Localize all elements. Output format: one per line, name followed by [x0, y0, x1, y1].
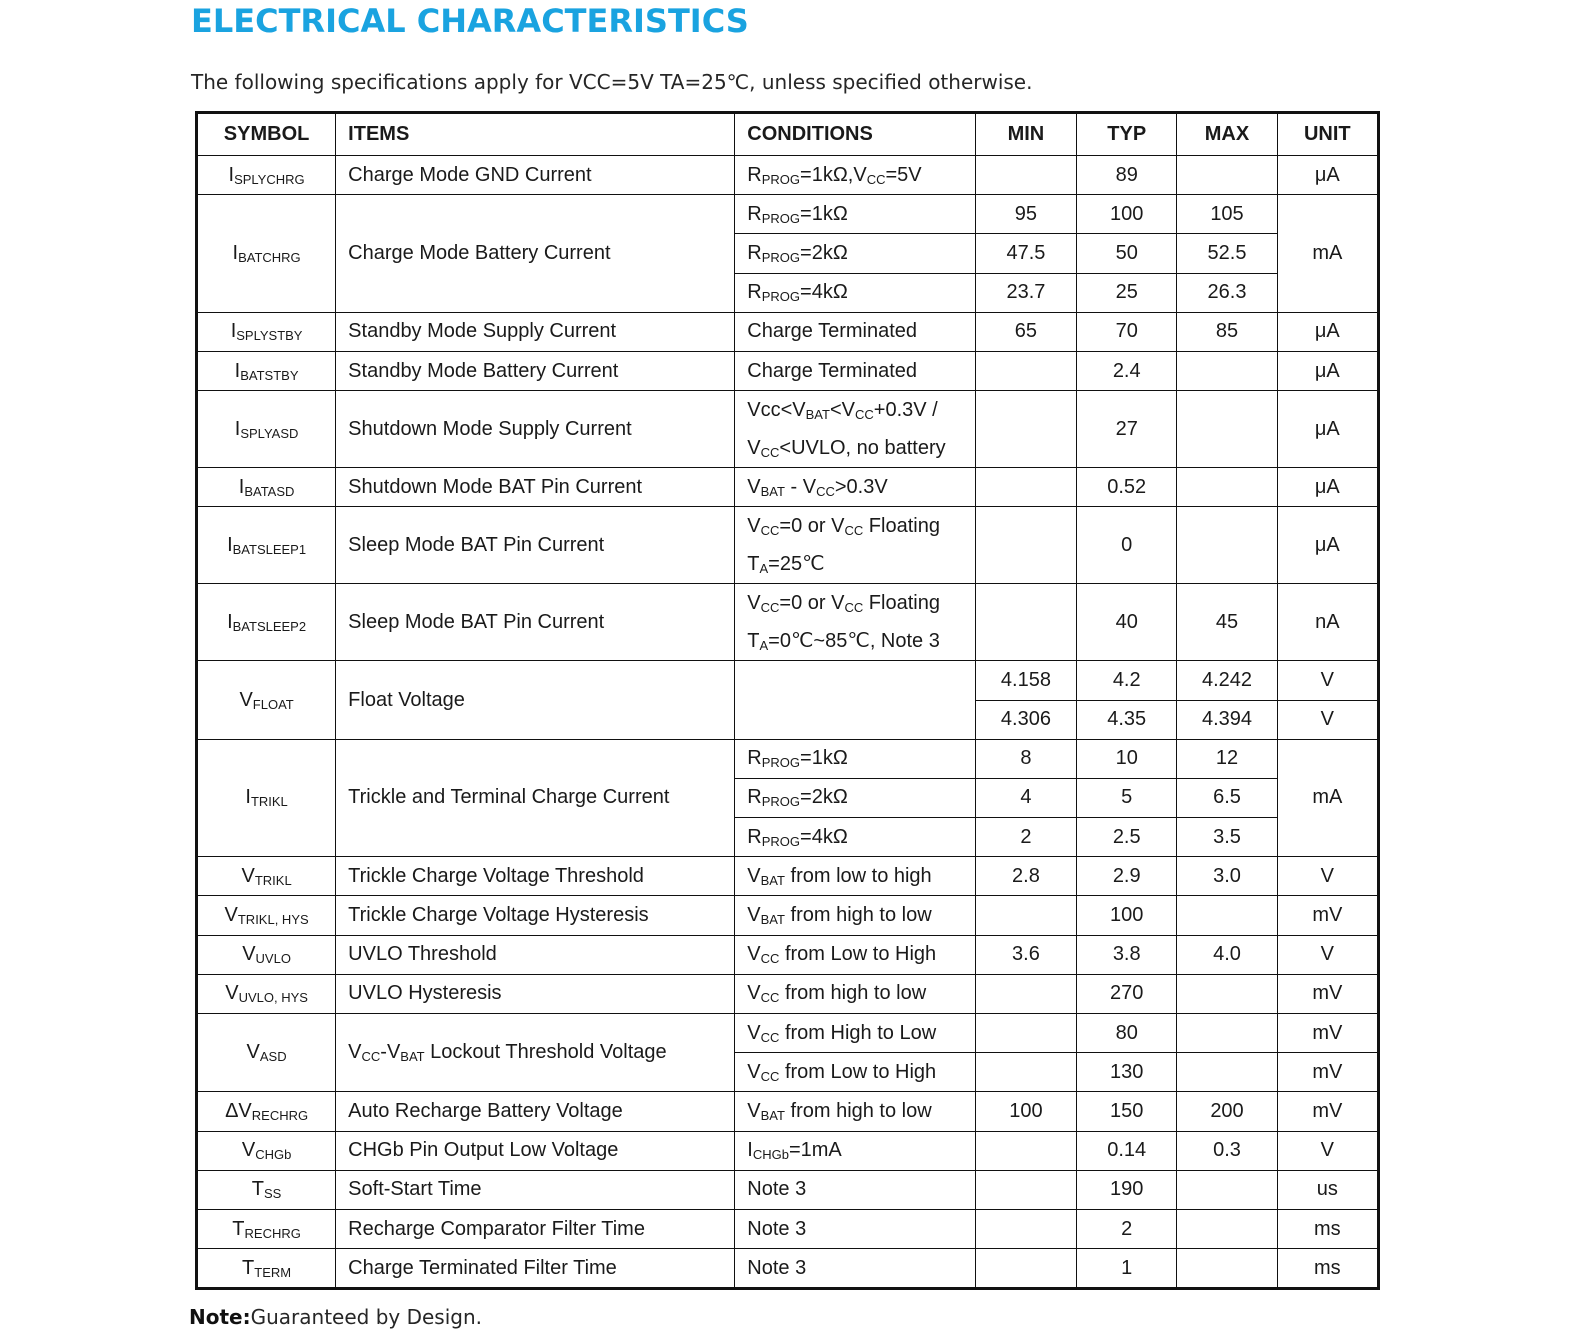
unit-cell: mA [1277, 195, 1378, 313]
unit-cell: μA [1277, 391, 1378, 468]
max-cell: 105 [1177, 195, 1277, 234]
symbol-cell: $T_{TERM}$ [197, 1249, 336, 1289]
max-cell: 6.5 [1177, 778, 1277, 817]
symbol-cell: $I_{BATSLEEP2}$ [197, 584, 336, 661]
typ-cell: 40 [1077, 584, 1177, 661]
table-row [197, 1170, 1379, 1209]
symbol-cell: $\Delta V_{RECHRG}$ [197, 1092, 336, 1131]
table-row [197, 468, 1379, 507]
conditions-cell: $R_{PROG}=1k\Omega$ [735, 195, 975, 234]
symbol-cell: $V_{ASD}$ [197, 1014, 336, 1092]
table-row [197, 156, 1379, 195]
table-row [197, 584, 1379, 661]
min-cell: 3.6 [975, 935, 1076, 974]
electrical-characteristics-table [195, 111, 1380, 1290]
max-cell: 85 [1177, 312, 1277, 351]
max-cell [1177, 507, 1277, 584]
unit-cell: nA [1277, 584, 1378, 661]
symbol-cell: $I_{SPLYCHRG}$ [197, 156, 336, 195]
conditions-cell: $R_{PROG}=4k\Omega$ [735, 818, 975, 857]
item-cell: Sleep Mode BAT Pin Current [336, 507, 735, 584]
max-cell: 52.5 [1177, 234, 1277, 273]
conditions-cell: $V_{BAT} - V_{CC}>0.3V$ [735, 468, 975, 507]
typ-cell: 4.2 [1077, 661, 1177, 700]
max-cell: 3.5 [1177, 818, 1277, 857]
min-cell [975, 1170, 1076, 1209]
typ-cell: 50 [1077, 234, 1177, 273]
table-row [197, 896, 1379, 935]
max-cell: 45 [1177, 584, 1277, 661]
max-cell [1177, 391, 1277, 468]
item-cell: CHGb Pin Output Low Voltage [336, 1131, 735, 1170]
item-cell: Trickle Charge Voltage Threshold [336, 857, 735, 896]
min-cell [975, 1249, 1076, 1289]
item-cell: Charge Mode Battery Current [336, 195, 735, 313]
symbol-cell: $I_{BATASD}$ [197, 468, 336, 507]
typ-cell: 150 [1077, 1092, 1177, 1131]
unit-cell: V [1277, 700, 1378, 739]
max-cell: 0.3 [1177, 1131, 1277, 1170]
table-row [197, 661, 1379, 700]
typ-cell: 89 [1077, 156, 1177, 195]
min-cell [975, 351, 1076, 390]
item-cell: Trickle and Terminal Charge Current [336, 739, 735, 857]
min-cell: 2 [975, 818, 1076, 857]
unit-cell: mA [1277, 739, 1378, 857]
unit-cell: V [1277, 857, 1378, 896]
min-cell: 65 [975, 312, 1076, 351]
item-cell: Shutdown Mode BAT Pin Current [336, 468, 735, 507]
table-row [197, 1014, 1379, 1053]
typ-cell: 27 [1077, 391, 1177, 468]
table-row [197, 974, 1379, 1013]
max-cell [1177, 1249, 1277, 1289]
typ-cell: 5 [1077, 778, 1177, 817]
table-row [197, 507, 1379, 584]
max-cell [1177, 974, 1277, 1013]
typ-cell: 0 [1077, 507, 1177, 584]
conditions-cell: $I_{CHGb}=1mA$ [735, 1131, 975, 1170]
unit-cell: mV [1277, 1053, 1378, 1092]
symbol-cell: $I_{BATCHRG}$ [197, 195, 336, 313]
conditions-cell: $V_{BAT}$ from high to low [735, 896, 975, 935]
item-cell: Shutdown Mode Supply Current [336, 391, 735, 468]
max-cell: 4.242 [1177, 661, 1277, 700]
unit-cell: μA [1277, 468, 1378, 507]
table-row [197, 351, 1379, 390]
symbol-cell: $V_{UVLO, HYS}$ [197, 974, 336, 1013]
min-cell [975, 1131, 1076, 1170]
min-cell [975, 974, 1076, 1013]
conditions-cell: $R_{PROG}=1k\Omega,V_{CC}=5V$ [735, 156, 975, 195]
item-cell: UVLO Threshold [336, 935, 735, 974]
min-cell: 4 [975, 778, 1076, 817]
conditions-cell: $R_{PROG}=1k\Omega$ [735, 739, 975, 778]
typ-cell: 100 [1077, 896, 1177, 935]
typ-cell: 70 [1077, 312, 1177, 351]
max-cell [1177, 156, 1277, 195]
symbol-cell: $T_{RECHRG}$ [197, 1209, 336, 1248]
typ-cell: 3.8 [1077, 935, 1177, 974]
conditions-cell: $R_{PROG}=2k\Omega$ [735, 234, 975, 273]
table-row [197, 391, 1379, 468]
symbol-cell: $V_{TRIKL}$ [197, 857, 336, 896]
typ-cell: 2.4 [1077, 351, 1177, 390]
symbol-cell: $V_{FLOAT}$ [197, 661, 336, 739]
symbol-cell: $V_{UVLO}$ [197, 935, 336, 974]
min-cell: 4.306 [975, 700, 1076, 739]
typ-cell: 270 [1077, 974, 1177, 1013]
max-cell: 26.3 [1177, 273, 1277, 312]
conditions-cell: $V_{CC}$ from Low to High [735, 1053, 975, 1092]
typ-cell: 4.35 [1077, 700, 1177, 739]
unit-cell: us [1277, 1170, 1378, 1209]
table-row [197, 1131, 1379, 1170]
item-cell: Standby Mode Battery Current [336, 351, 735, 390]
symbol-cell: $I_{SPLYSTBY}$ [197, 312, 336, 351]
symbol-cell: $I_{SPLYASD}$ [197, 391, 336, 468]
max-cell: 3.0 [1177, 857, 1277, 896]
max-cell [1177, 896, 1277, 935]
min-cell [975, 507, 1076, 584]
table-row [197, 739, 1379, 778]
conditions-cell: $V_{BAT}$ from high to low [735, 1092, 975, 1131]
conditions-cell: $V_{CC}=0$ or $V_{CC}$ Floating $T_A=25℃$ [735, 507, 975, 584]
typ-cell: 2.5 [1077, 818, 1177, 857]
max-cell: 4.394 [1177, 700, 1277, 739]
unit-cell: V [1277, 935, 1378, 974]
typ-cell: 1 [1077, 1249, 1177, 1289]
table-row [197, 195, 1379, 234]
unit-cell: mV [1277, 1092, 1378, 1131]
min-cell [975, 1209, 1076, 1248]
conditions-cell: $V_{CC}$ from High to Low [735, 1014, 975, 1053]
unit-cell: mV [1277, 1014, 1378, 1053]
table-row [197, 1209, 1379, 1248]
typ-cell: 10 [1077, 739, 1177, 778]
conditions-cell: $V_{BAT}$ from low to high [735, 857, 975, 896]
max-cell [1177, 1014, 1277, 1053]
conditions-cell: $V_{CC}=0$ or $V_{CC}$ Floating $T_A=0℃\sim 85℃$, Note 3 [735, 584, 975, 661]
item-cell: Standby Mode Supply Current [336, 312, 735, 351]
max-cell: 12 [1177, 739, 1277, 778]
min-cell [975, 1053, 1076, 1092]
table-row [197, 935, 1379, 974]
header-typ: TYP [1077, 113, 1177, 156]
symbol-cell: $T_{SS}$ [197, 1170, 336, 1209]
conditions-cell: Note 3 [735, 1170, 975, 1209]
header-symbol: SYMBOL [197, 113, 336, 156]
symbol-cell: $I_{BATSTBY}$ [197, 351, 336, 390]
min-cell: 4.158 [975, 661, 1076, 700]
unit-cell: ms [1277, 1249, 1378, 1289]
min-cell: 47.5 [975, 234, 1076, 273]
header-min: MIN [975, 113, 1076, 156]
conditions-cell [735, 661, 975, 739]
table-header-row [197, 113, 1379, 156]
header-unit: UNIT [1277, 113, 1378, 156]
symbol-cell: $I_{TRIKL}$ [197, 739, 336, 857]
typ-cell: 0.52 [1077, 468, 1177, 507]
page-title: ELECTRICAL CHARACTERISTICS [191, 2, 749, 40]
min-cell [975, 468, 1076, 507]
max-cell [1177, 1053, 1277, 1092]
min-cell: 100 [975, 1092, 1076, 1131]
item-cell: Float Voltage [336, 661, 735, 739]
unit-cell: μA [1277, 351, 1378, 390]
item-cell: Auto Recharge Battery Voltage [336, 1092, 735, 1131]
note-label: Note: [189, 1305, 251, 1329]
conditions-cell: $Vcc<V_{BAT}<V_{CC}+0.3V$ / $V_{CC}<UVLO$, no battery [735, 391, 975, 468]
conditions-cell: $V_{CC}$ from high to low [735, 974, 975, 1013]
header-max: MAX [1177, 113, 1277, 156]
unit-cell: mV [1277, 974, 1378, 1013]
conditions-cell: $V_{CC}$ from Low to High [735, 935, 975, 974]
item-cell: Recharge Comparator Filter Time [336, 1209, 735, 1248]
typ-cell: 190 [1077, 1170, 1177, 1209]
note-text: Guaranteed by Design. [250, 1305, 482, 1329]
min-cell [975, 391, 1076, 468]
header-conditions: CONDITIONS [735, 113, 975, 156]
min-cell: 95 [975, 195, 1076, 234]
typ-cell: 100 [1077, 195, 1177, 234]
unit-cell: μA [1277, 156, 1378, 195]
min-cell [975, 896, 1076, 935]
item-cell: $V_{CC}-V_{BAT}$ Lockout Threshold Voltage [336, 1014, 735, 1092]
conditions-cell: $R_{PROG}=2k\Omega$ [735, 778, 975, 817]
spec-conditions-text: The following specifications apply for VCC=5V TA=25℃, unless specified otherwise. [191, 70, 1033, 94]
min-cell [975, 1014, 1076, 1053]
table-row [197, 1249, 1379, 1289]
symbol-cell: $V_{TRIKL, HYS}$ [197, 896, 336, 935]
symbol-cell: $V_{CHGb}$ [197, 1131, 336, 1170]
typ-cell: 130 [1077, 1053, 1177, 1092]
typ-cell: 2.9 [1077, 857, 1177, 896]
typ-cell: 2 [1077, 1209, 1177, 1248]
max-cell [1177, 468, 1277, 507]
conditions-cell: $R_{PROG}=4k\Omega$ [735, 273, 975, 312]
max-cell [1177, 1209, 1277, 1248]
unit-cell: mV [1277, 896, 1378, 935]
conditions-cell: Charge Terminated [735, 351, 975, 390]
unit-cell: μA [1277, 507, 1378, 584]
typ-cell: 25 [1077, 273, 1177, 312]
min-cell [975, 584, 1076, 661]
max-cell: 4.0 [1177, 935, 1277, 974]
max-cell [1177, 351, 1277, 390]
item-cell: Charge Terminated Filter Time [336, 1249, 735, 1289]
table-row [197, 857, 1379, 896]
typ-cell: 0.14 [1077, 1131, 1177, 1170]
item-cell: Trickle Charge Voltage Hysteresis [336, 896, 735, 935]
item-cell: Sleep Mode BAT Pin Current [336, 584, 735, 661]
footnote [189, 1305, 482, 1329]
unit-cell: V [1277, 661, 1378, 700]
unit-cell: V [1277, 1131, 1378, 1170]
conditions-cell: Note 3 [735, 1249, 975, 1289]
min-cell: 2.8 [975, 857, 1076, 896]
item-cell: Charge Mode GND Current [336, 156, 735, 195]
conditions-cell: Charge Terminated [735, 312, 975, 351]
item-cell: UVLO Hysteresis [336, 974, 735, 1013]
min-cell: 23.7 [975, 273, 1076, 312]
max-cell: 200 [1177, 1092, 1277, 1131]
table-row [197, 312, 1379, 351]
table-body [197, 156, 1379, 1289]
table-row [197, 1092, 1379, 1131]
typ-cell: 80 [1077, 1014, 1177, 1053]
header-items: ITEMS [336, 113, 735, 156]
unit-cell: μA [1277, 312, 1378, 351]
conditions-cell: Note 3 [735, 1209, 975, 1248]
symbol-cell: $I_{BATSLEEP1}$ [197, 507, 336, 584]
unit-cell: ms [1277, 1209, 1378, 1248]
min-cell: 8 [975, 739, 1076, 778]
min-cell [975, 156, 1076, 195]
item-cell: Soft-Start Time [336, 1170, 735, 1209]
max-cell [1177, 1170, 1277, 1209]
